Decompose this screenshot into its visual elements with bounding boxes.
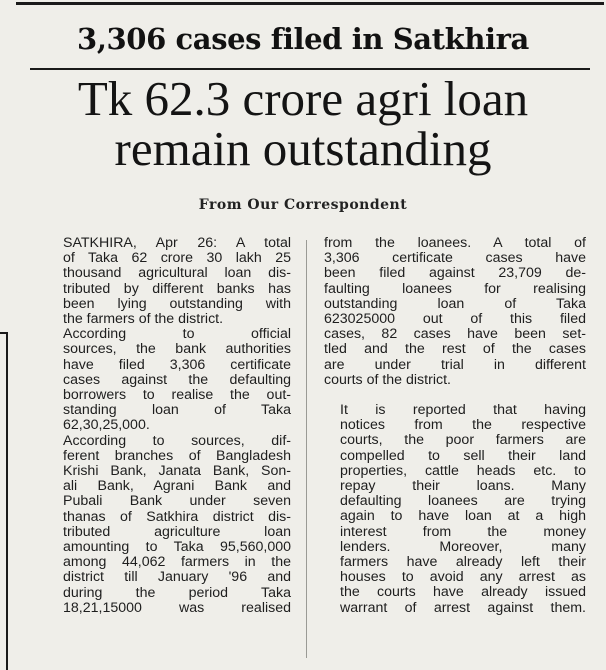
text-line: lenders. Moreover, many xyxy=(340,538,586,555)
text-line: cases against the defaulting xyxy=(63,371,291,388)
paragraph-lead xyxy=(47,236,291,327)
text-line: outstanding loan of Taka xyxy=(324,295,586,312)
text-line: amounting to Taka 95,560,000 xyxy=(63,539,291,556)
article-column-right xyxy=(324,236,586,616)
text-line: According to official xyxy=(63,326,291,343)
text-line: courts, the poor farmers are xyxy=(340,432,586,449)
column-divider-rule xyxy=(306,240,307,658)
byline: From Our Correspondent xyxy=(198,197,408,213)
text-line: defaulting loanees are trying xyxy=(340,493,586,510)
text-line: houses to avoid any arrest as xyxy=(340,569,586,586)
text-line: tled and the rest of the cases xyxy=(324,341,586,358)
text-line: Krishi Bank, Janata Bank, Son- xyxy=(63,463,291,480)
paragraph-sources xyxy=(47,327,291,433)
text-line: tributed agriculture loan xyxy=(63,523,291,540)
paragraph-farmers xyxy=(324,403,586,616)
text-line: interest from the money xyxy=(340,523,586,540)
text-line: 62,30,25,000. xyxy=(63,417,150,434)
text-line: 3,306 certificate cases have xyxy=(324,250,586,267)
top-border-rule xyxy=(16,2,604,5)
text-line: among 44,062 farmers in the xyxy=(63,554,291,571)
text-line: Pubali Bank under seven xyxy=(63,493,291,510)
text-line: sources, the bank authorities xyxy=(63,341,291,358)
text-line: standing loan of Taka xyxy=(63,402,291,419)
text-line: 18,21,15000 was realised xyxy=(63,599,291,616)
text-line: district till January '96 and xyxy=(63,569,291,586)
text-line: the courts have already issued xyxy=(340,584,586,601)
text-line: been lying outstanding with xyxy=(63,295,291,312)
text-line: of Taka 62 crore 30 lakh 25 xyxy=(63,250,291,267)
paragraph-cases xyxy=(324,236,586,388)
headline-line-2: remain outstanding xyxy=(114,121,492,176)
text-line: have filed 3,306 certificate xyxy=(63,356,291,373)
text-line: cases, 82 cases have been set- xyxy=(324,326,586,343)
text-line: borrowers to realise the out- xyxy=(63,387,291,404)
text-line: been filed against 23,709 de- xyxy=(324,265,586,282)
left-fold-rule xyxy=(0,332,8,334)
text-line: properties, cattle heads etc. to xyxy=(340,462,586,479)
text-line: compelled to sell their land xyxy=(340,447,586,464)
text-line: notices from the respective xyxy=(340,417,586,434)
text-line: warrant of arrest against them. xyxy=(340,599,586,616)
text-line: ferent branches of Bangladesh xyxy=(63,447,291,464)
text-line: the farmers of the district. xyxy=(63,311,224,328)
text-line: during the period Taka xyxy=(63,584,291,601)
kicker-headline: 3,306 cases filed in Satkhira xyxy=(77,22,529,56)
text-line: ali Bank, Agrani Bank and xyxy=(63,478,291,495)
text-line: It is reported that having xyxy=(340,402,586,419)
text-line: courts of the district. xyxy=(324,371,451,388)
text-line: farmers have already left their xyxy=(340,554,586,571)
text-line: tributed by different banks has xyxy=(63,280,291,297)
text-line: SATKHIRA, Apr 26: A total xyxy=(63,235,291,251)
main-headline xyxy=(0,71,606,176)
kicker-underline-rule xyxy=(30,68,590,70)
text-line: again to have loan at a high xyxy=(340,508,586,525)
paragraph-banks xyxy=(47,434,291,616)
text-line: According to sources, dif- xyxy=(63,432,291,449)
text-line: faulting loanees for realising xyxy=(324,280,586,297)
text-line: from the loanees. A total of xyxy=(324,235,586,251)
left-margin-rule xyxy=(6,332,8,670)
text-line: 623025000 out of this filed xyxy=(324,311,586,328)
text-line: thousand agricultural loan dis- xyxy=(63,265,291,282)
text-line: thanas of Satkhira district dis- xyxy=(63,508,291,525)
headline-line-1: Tk 62.3 crore agri loan xyxy=(77,71,529,126)
text-line: repay their loans. Many xyxy=(340,478,586,495)
text-line: are under trial in different xyxy=(324,356,586,373)
article-column-left xyxy=(47,236,291,616)
